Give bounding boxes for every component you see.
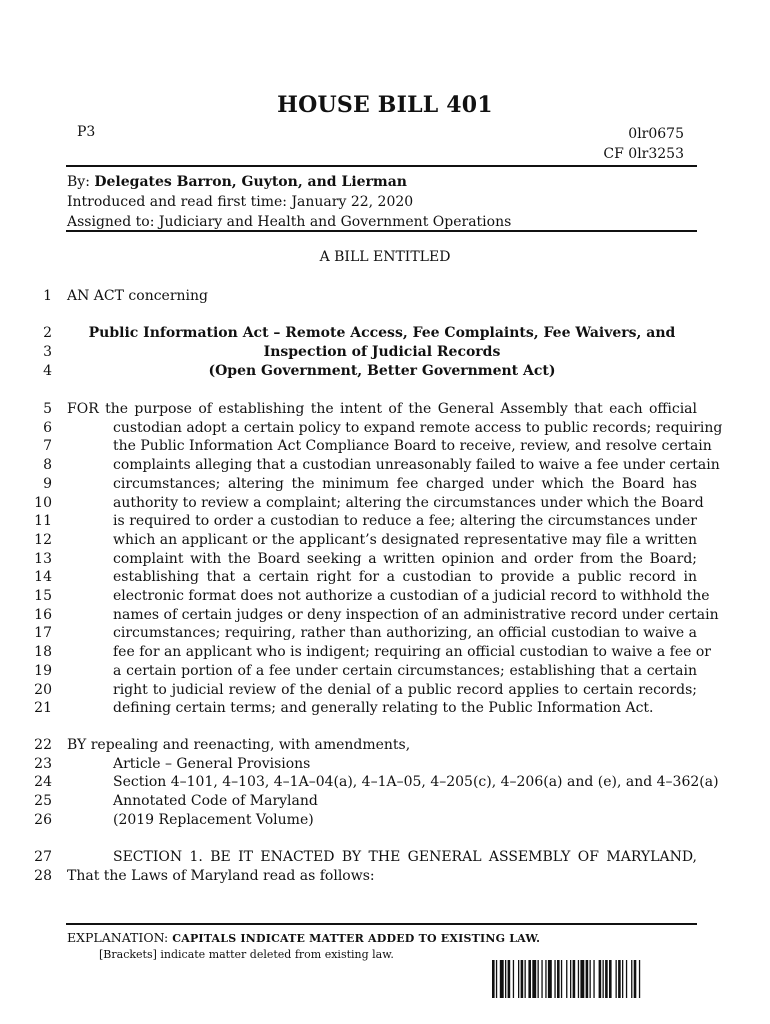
purpose-line: complaints alleging that a custodian unreasonably failed to waive a fee under certain [113,457,720,474]
purpose-line: the Public Information Act Compliance Board to receive, review, and resolve certain [113,438,712,455]
line-number: 20 [34,681,52,698]
line-number: 19 [34,662,52,679]
line-number: 10 [34,494,52,511]
article-line: Article – General Provisions [113,755,311,772]
purpose-line: fee for an applicant who is indigent; requiring an official custodian to waive a fee or [113,644,711,661]
section-list-line: Section 4–101, 4–103, 4–1A–04(a), 4–1A–05, 4–205(c), 4–206(a) and (e), and 4–362(a) [113,774,719,791]
category-code: P3 [77,124,96,140]
volume-line: (2019 Replacement Volume) [113,811,314,828]
barcode-icon [492,960,678,998]
line-number: 16 [34,606,52,623]
purpose-line: FOR the purpose of establishing the intent of the General Assembly that each official [67,401,697,417]
line-number: 9 [43,475,52,492]
bill-codes [603,124,684,164]
purpose-line: is required to order a custodian to reduce a fee; altering the circumstances under [113,513,697,530]
purpose-line: defining certain terms; and generally relating to the Public Information Act. [113,700,654,717]
header-divider [66,165,697,167]
purpose-line: authority to review a complaint; altering the circumstances under which the Board [113,494,704,511]
line-number: 7 [43,438,52,455]
line-number: 3 [43,344,52,360]
explanation [67,930,540,945]
purpose-line: circumstances; altering the minimum fee charged under which the Board has [113,475,697,492]
purpose-line: circumstances; requiring, rather than authorizing, an official custodian to waive a [113,625,697,642]
line-number: 17 [34,625,52,642]
bill-title: HOUSE BILL 401 [277,92,493,118]
line-number: 4 [43,363,52,379]
enacting-clause: That the Laws of Maryland read as follows: [67,867,375,884]
bill-code: 0lr0675 [628,126,684,142]
line-number: 27 [34,849,52,865]
explanation-label: EXPLANATION: [67,930,169,945]
line-number: 8 [43,457,52,474]
purpose-line: names of certain judges or deny inspection of an administrative record under certain [113,606,719,623]
introduced-line: Introduced and read first time: January 22, 2020 [67,194,414,210]
line-number: 24 [34,774,52,791]
line-number: 2 [43,325,52,341]
purpose-line: electronic format does not authorize a custodian of a judicial record to withhold the [113,588,710,604]
brackets-note: [Brackets] indicate matter deleted from existing law. [99,948,394,961]
cross-file-code: CF 0lr3253 [603,146,684,162]
line-number: 21 [34,700,52,717]
line-number: 22 [34,737,52,753]
code-line: Annotated Code of Maryland [113,793,318,810]
purpose-line: right to judicial review of the denial of a public record applies to certain records; [113,681,697,698]
purpose-line: establishing that a certain right for a custodian to provide a public record in [113,569,697,586]
explanation-caps: CAPITALS INDICATE MATTER ADDED TO EXISTING LAW. [172,932,541,945]
bill-subject-line: Inspection of Judicial Records [263,344,501,360]
line-number: 26 [34,811,52,828]
line-number: 23 [34,755,52,772]
purpose-line: custodian adopt a certain policy to expand remote access to public records; requiring [113,419,723,436]
line-number: 15 [34,588,52,604]
bill-subject-line: Public Information Act – Remote Access, Fee Complaints, Fee Waivers, and [88,325,676,341]
act-concerning: AN ACT concerning [67,288,208,304]
purpose-line: complaint with the Board seeking a written opinion and order from the Board; [113,550,697,567]
assigned-line: Assigned to: Judiciary and Health and Government Operations [67,214,512,230]
line-number: 12 [34,531,52,548]
line-number: 6 [43,419,52,436]
amend-line: BY repealing and reenacting, with amendments, [67,737,411,753]
line-number: 11 [34,513,52,530]
line-number: 28 [34,867,52,884]
purpose-line: a certain portion of a fee under certain circumstances; establishing that a certain [113,662,697,679]
bill-entitled: A BILL ENTITLED [319,249,451,265]
bill-subject-line: (Open Government, Better Government Act) [208,363,556,379]
line-number: 1 [43,288,52,304]
line-number: 25 [34,793,52,810]
sponsor-block [67,172,511,232]
line-number: 5 [43,401,52,417]
sponsors: Delegates Barron, Guyton, and Lierman [94,174,407,190]
footer-divider [66,923,697,925]
line-number: 14 [34,569,52,586]
line-number: 13 [34,550,52,567]
line-number: 18 [34,644,52,661]
by-label: By: [67,174,90,190]
sponsor-divider [66,230,697,232]
enacting-clause: SECTION 1. BE IT ENACTED BY THE GENERAL ASSEMBLY OF MARYLAND, [113,849,697,865]
purpose-line: which an applicant or the applicant’s designated representative may file a written [113,531,697,548]
